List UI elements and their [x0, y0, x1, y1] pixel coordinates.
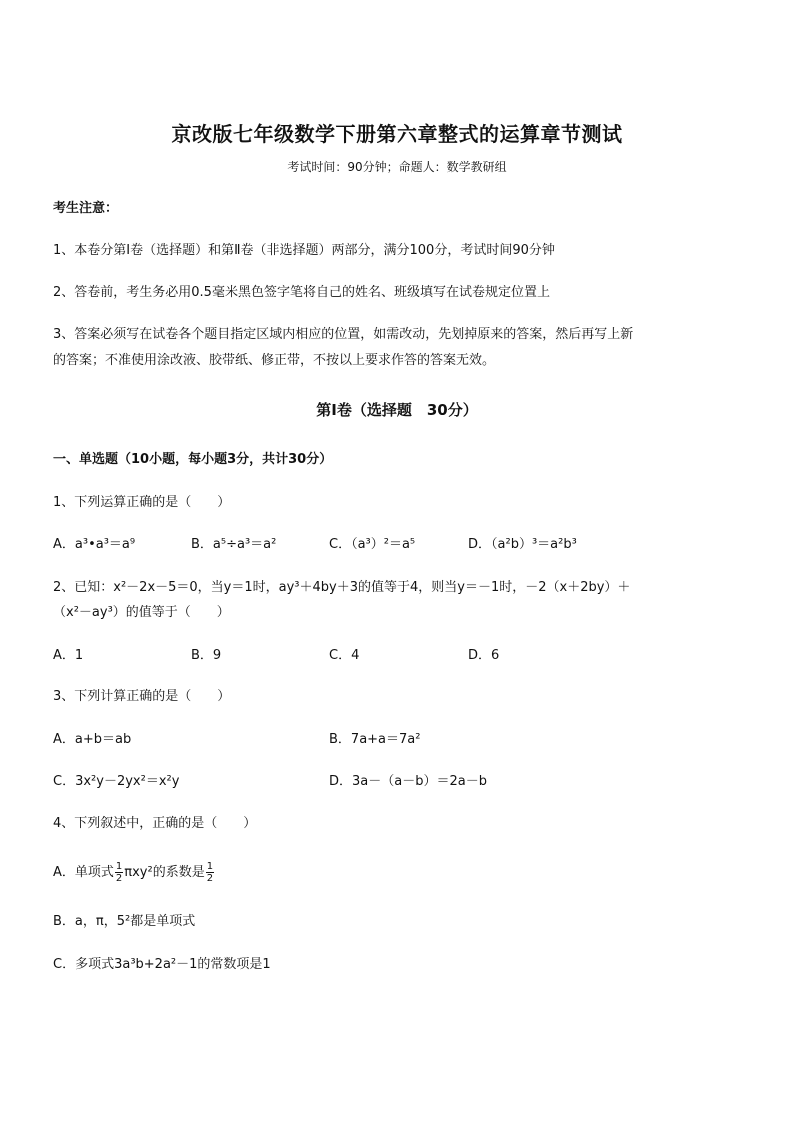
- q4-option-a-mid: πxy²的系数是: [124, 865, 205, 880]
- q1-option-d[interactable]: D．（a²b）³＝a²b³: [468, 537, 577, 552]
- q4-option-c[interactable]: C．多项式3a³b+2a²－1的常数项是1: [53, 957, 271, 972]
- fraction-one-half: [115, 861, 123, 884]
- q3-option-d[interactable]: D．3a－（a－b）＝2a－b: [329, 774, 487, 789]
- q3-option-b[interactable]: B．7a+a＝7a²: [329, 732, 421, 747]
- q2-option-a[interactable]: A．1: [53, 648, 84, 663]
- q3-option-a[interactable]: A．a+b＝ab: [53, 732, 132, 747]
- q4-option-a-prefix: A．单项式: [53, 865, 114, 880]
- notice-heading: 考生注意：: [53, 201, 119, 216]
- fraction-numerator: 1: [206, 861, 214, 872]
- q1-option-a[interactable]: A．a³•a³＝a⁹: [53, 537, 136, 552]
- question-2-stem-line1: 2、已知：x²－2x－5＝0，当y＝1时，ay³＋4by＋3的值等于4，则当y＝－1时，－2（x＋2by）＋: [53, 580, 631, 595]
- question-4-stem: 4、下列叙述中，正确的是（ ）: [53, 816, 257, 831]
- fraction-denominator: 2: [115, 873, 123, 884]
- q2-option-d[interactable]: D．6: [468, 648, 500, 663]
- question-2-stem-line2: （x²－ay³）的值等于（ ）: [53, 605, 230, 620]
- q2-option-b[interactable]: B．9: [191, 648, 222, 663]
- fraction-numerator: 1: [115, 861, 123, 872]
- exam-info: 考试时间：90分钟；命题人：数学教研组: [287, 160, 507, 174]
- section-heading: 一、单选题（10小题，每小题3分，共计30分）: [53, 452, 333, 467]
- q1-option-b[interactable]: B．a⁵÷a³＝a²: [191, 537, 277, 552]
- q3-option-c[interactable]: C．3x²y－2yx²＝x²y: [53, 774, 180, 789]
- notice-item-3-cont: 的答案；不准使用涂改液、胶带纸、修正带，不按以上要求作答的答案无效。: [53, 353, 496, 368]
- q2-option-c[interactable]: C．4: [329, 648, 360, 663]
- fraction-denominator: 2: [206, 873, 214, 884]
- notice-item-3: 3、答案必须写在试卷各个题目指定区域内相应的位置，如需改动，先划掉原来的答案，然后再写上新: [53, 327, 634, 342]
- page-title: 京改版七年级数学下册第六章整式的运算章节测试: [171, 122, 623, 146]
- question-3-stem: 3、下列计算正确的是（ ）: [53, 689, 231, 704]
- fraction-one-half-answer: [206, 861, 214, 884]
- part1-heading: 第Ⅰ卷（选择题 30分）: [316, 401, 478, 419]
- notice-item-2: 2、答卷前，考生务必用0.5毫米黑色签字笔将自己的姓名、班级填写在试卷规定位置上: [53, 285, 550, 300]
- notice-item-1: 1、本卷分第Ⅰ卷（选择题）和第Ⅱ卷（非选择题）两部分，满分100分，考试时间90分钟: [53, 243, 555, 258]
- question-1-stem: 1、下列运算正确的是（ ）: [53, 495, 231, 510]
- q4-option-a[interactable]: [53, 858, 215, 888]
- q1-option-c[interactable]: C．（a³）²＝a⁵: [329, 537, 416, 552]
- q4-option-b[interactable]: B．a，π，5²都是单项式: [53, 914, 196, 929]
